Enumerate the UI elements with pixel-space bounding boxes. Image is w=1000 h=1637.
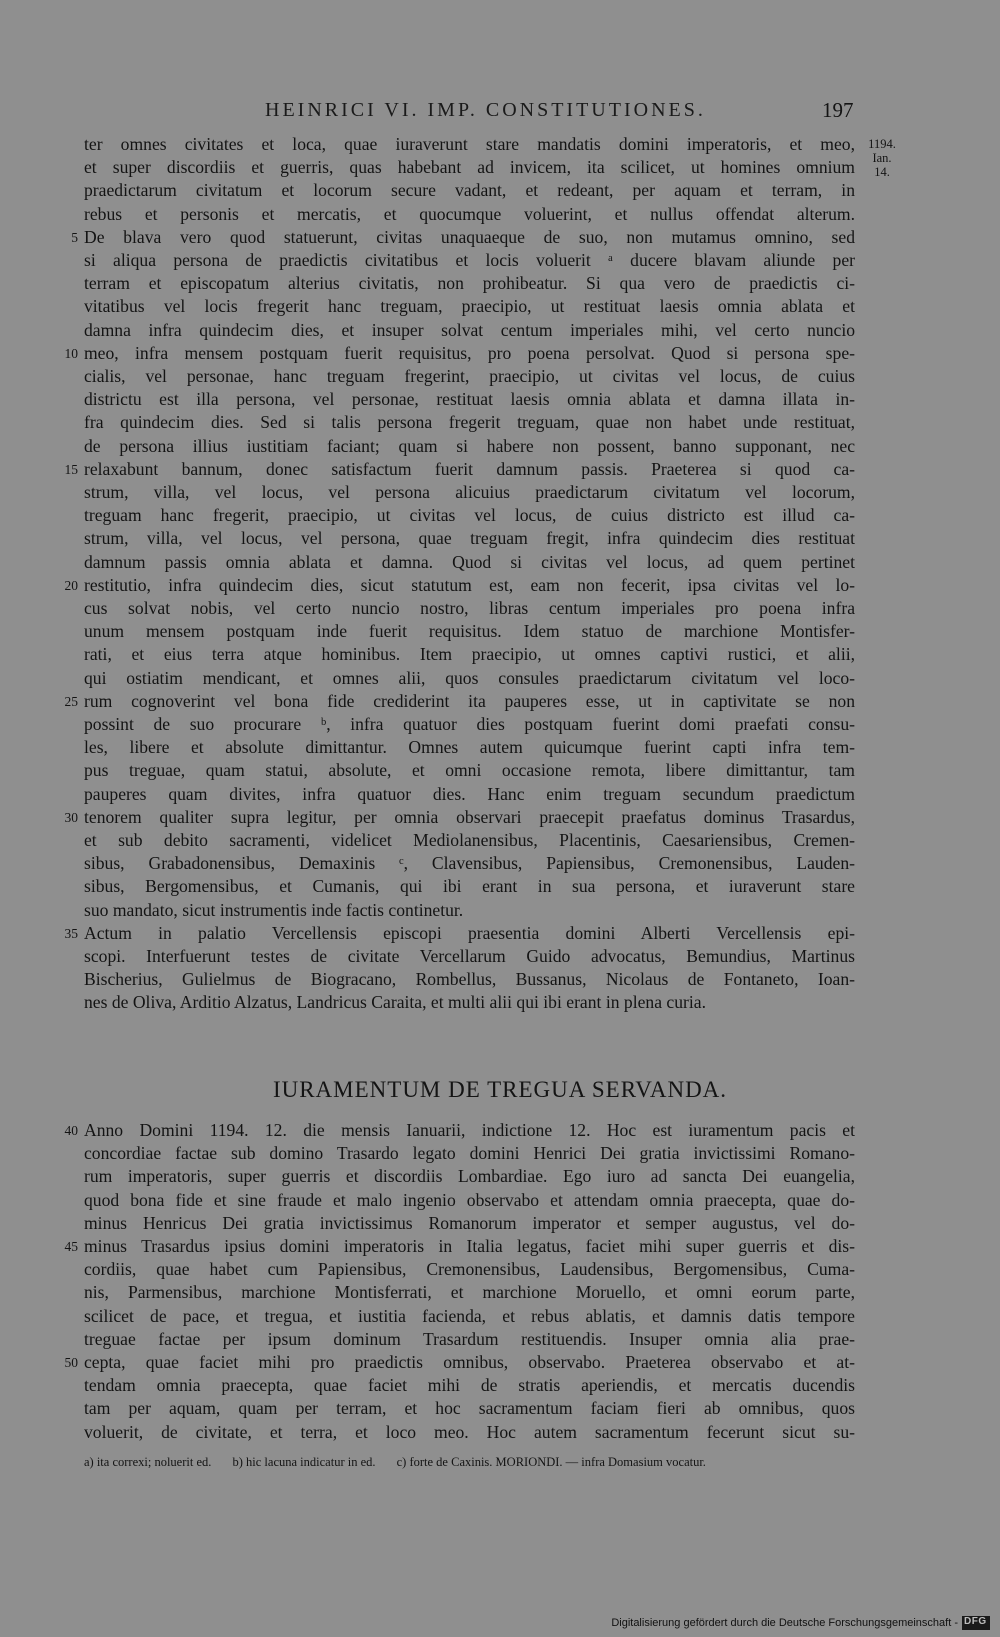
text-line: scopi. Interfuerunt testes de civitate Vercellarum Guido advocatus, Bemundius, Martinus — [84, 946, 855, 966]
text-line: cordiis, quae habet cum Papiensibus, Cremonensibus, Laudensibus, Bergomensibus, Cuma- — [84, 1259, 855, 1280]
text-line: ter omnes civitates et loca, quae iuraverunt stare mandatis domini imperatoris, et meo, — [84, 134, 855, 154]
text-line: si aliqua persona de praedictis civitatibus et locis voluerit ᵃ ducere blavam aliunde per — [84, 250, 855, 270]
text-line: Actum in palatio Vercellensis episcopi praesentia domini Alberti Vercellensis epi- — [84, 922, 855, 943]
footnote: a) ita correxi; noluerit ed. — [84, 1455, 212, 1469]
text-line: districtu est illa persona, vel personae, restituat laesis omnia ablata et damna illata in- — [84, 389, 855, 410]
text-line: minus Henricus Dei gratia invictissimus Romanorum imperator et semper augustus, vel do- — [84, 1212, 855, 1233]
text-line: Anno Domini 1194. 12. die mensis Ianuarii, indictione 12. Hoc est iuramentum pacis et — [84, 1120, 855, 1140]
text-line: rebus et personis et mercatis, et quocumque voluerint, et nullus offendat alterum. — [84, 203, 855, 224]
text-line: suo mandato, sicut instrumentis inde factis continetur. — [84, 899, 464, 920]
text-line: vitatibus vel locis fregerit hanc treguam, praecipio, ut restituat laesis omnia ablata et — [84, 296, 855, 317]
text-line: rum cognoverint vel bona fide crediderint ita pauperes esse, ut in captivitate se non — [84, 690, 855, 711]
text-line: praedictarum civitatum et locorum secure vadant, et redeant, per aquam et terram, in — [84, 180, 855, 201]
digitization-banner-text: Digitalisierung gefördert durch die Deutsche Forschungsgemeinschaft - — [611, 1617, 958, 1629]
text-line: treguae factae per ipsum dominum Trasardum restituendis. Insuper omnia alia prae- — [84, 1328, 855, 1349]
footnote: b) hic lacuna indicatur in ed. — [232, 1455, 376, 1469]
text-line: qui ostiatim mendicant, et omnes alii, quos consules praedictarum civitatum vel loco- — [84, 667, 855, 688]
text-line: tenorem qualiter supra legitur, per omnia observari praecepit praefatus dominus Trasardus, — [84, 806, 855, 827]
text-line: cepta, quae faciet mihi pro praedictis omnibus, observabo. Praeterea observabo et at- — [84, 1352, 855, 1372]
text-line: voluerit, de civitate, et terra, et loco meo. Hoc autem sacramentum fecerunt sicut su- — [84, 1421, 855, 1442]
text-line: De blava vero quod statuerunt, civitas unaquaeque de suo, non mutamus omnino, sed — [84, 226, 855, 247]
dfg-logo-icon — [962, 1616, 990, 1630]
text-line: treguam hanc fregerit, praecipio, ut civitas vel locus, de cuius districto est illud ca- — [84, 505, 855, 526]
digitization-banner — [611, 1614, 990, 1632]
text-line: rum imperatoris, super guerris et discordiis Lombardiae. Ego iuro ad sancta Dei euangelia, — [84, 1166, 855, 1187]
footnotes — [84, 1454, 855, 1470]
margin-date-day: 14. — [874, 165, 890, 179]
text-line: nes de Oliva, Arditio Alzatus, Landricus Caraita, et multi alii qui ibi erant in plena curia. — [84, 992, 706, 1013]
text-line: pus treguae, quam statui, absolute, et omni occasione remota, libere dimittantur, tam — [84, 760, 855, 781]
line-number: 45 — [64, 1239, 78, 1254]
text-line: possint de suo procurare ᵇ, infra quatuor dies postquam fuerint domi praefati consu- — [84, 714, 855, 734]
text-line: les, libere et absolute dimittantur. Omnes autem quicumque fuerint capti infra tem- — [84, 737, 855, 758]
line-number: 20 — [64, 577, 78, 593]
text-line: concordiae factae sub domino Trasardo legato domini Henrici Dei gratia invictissimi Romano- — [84, 1143, 855, 1164]
text-line: sibus, Bergomensibus, et Cumanis, qui ibi erant in sua persona, et iuraverunt stare — [84, 876, 855, 897]
line-number: 25 — [64, 693, 78, 709]
line-number: 30 — [64, 809, 78, 825]
line-number: 15 — [64, 461, 78, 477]
margin-date-year: 1194. — [868, 137, 896, 151]
text-line: damna infra quindecim dies, et insuper solvat centum imperiales mihi, vel certo nuncio — [84, 319, 855, 340]
text-line: restitutio, infra quindecim dies, sicut statutum est, eam non fecerit, ipsa civitas vel lo- — [84, 574, 855, 595]
text-line: quod bona fide et sine fraude et malo ingenio observabo et attendam omnia praecepta, quae do- — [84, 1189, 855, 1210]
text-line: damnum passis omnia ablata et damna. Quod si civitas vel locus, ad quem pertinet — [84, 551, 855, 572]
text-line: de persona illius iustitiam faciant; quam si habere non possent, banno supponant, nec — [84, 435, 855, 456]
text-line: minus Trasardus ipsius domini imperatoris in Italia legatus, faciet mihi super guerris et dis- — [84, 1236, 855, 1256]
text-line: tendam omnia praecepta, quae faciet mihi de stratis aperiendis, et mercatis ducendis — [84, 1375, 855, 1396]
text-line: relaxabunt bannum, donec satisfactum fuerit damnum passis. Praeterea si quod ca- — [84, 458, 855, 479]
page-number: 197 — [822, 98, 854, 122]
text-line: cialis, vel personae, hanc treguam fregerint, praecipio, ut civitas vel locus, de cuius — [84, 366, 855, 386]
footnote: c) forte de Caxinis. MORIONDI. — infra Domasium vocatur. — [396, 1455, 706, 1469]
text-line: strum, villa, vel locus, vel persona alicuius praedictarum civitatum vel locorum, — [84, 482, 855, 502]
line-number: 40 — [64, 1123, 78, 1138]
text-line: strum, villa, vel locus, vel persona, quae treguam fregit, infra quindecim dies restituat — [84, 528, 855, 549]
line-number: 35 — [64, 925, 78, 941]
text-line: rati, et eius terra atque hominibus. Item praecipio, ut omnes captivi rustici, et alii, — [84, 644, 855, 665]
text-line: et sub debito sacramenti, videlicet Mediolanensibus, Placentinis, Caesariensibus, Cremen- — [84, 830, 855, 850]
text-line: nis, Parmensibus, marchione Montisferrati, et marchione Moruello, et omni eorum parte, — [84, 1282, 855, 1303]
running-head: HEINRICI VI. IMP. CONSTITUTIONES. — [265, 99, 706, 121]
text-line: tam per aquam, quam per terram, et hoc sacramentum faciam fieri ab omnibus, quos — [84, 1398, 855, 1419]
margin-date — [862, 137, 902, 179]
text-line: Bischerius, Gulielmus de Biogracano, Rombellus, Bussanus, Nicolaus de Fontaneto, Ioan- — [84, 969, 855, 990]
text-line: meo, infra mensem postquam fuerit requisitus, pro poena persolvat. Quod si persona spe- — [84, 342, 855, 363]
text-line: unum mensem postquam inde fuerit requisitus. Idem statuo de marchione Montisfer- — [84, 621, 855, 642]
section-title: IURAMENTUM DE TREGUA SERVANDA. — [272, 1077, 728, 1102]
text-line: cus solvat nobis, vel certo nuncio nostro, libras centum imperiales pro poena infra — [84, 598, 855, 618]
text-line: et super discordiis et guerris, quas habebant ad invicem, ita scilicet, ut homines omnium — [84, 157, 855, 178]
line-number: 50 — [64, 1355, 78, 1370]
text-line: fra quindecim dies. Sed si talis persona fregerit treguam, quae non habet unde restituat, — [84, 412, 855, 433]
text-line: pauperes quam divites, infra quatuor dies. Hanc enim treguam secundum praedictum — [84, 783, 855, 804]
margin-date-month: Ian. — [872, 151, 892, 165]
text-line: scilicet de pace, et tregua, et iustitia facienda, et rebus ablatis, et damnis datis tempore — [84, 1305, 855, 1326]
text-line: terram et episcopatum alterius civitatis, non prohibeatur. Si qua vero de praedictis ci- — [84, 273, 855, 294]
line-number: 5 — [71, 229, 78, 245]
line-number: 10 — [64, 345, 78, 361]
text-line: sibus, Grabadonensibus, Demaxinis ᶜ, Clavensibus, Papiensibus, Cremonensibus, Lauden- — [84, 853, 855, 874]
